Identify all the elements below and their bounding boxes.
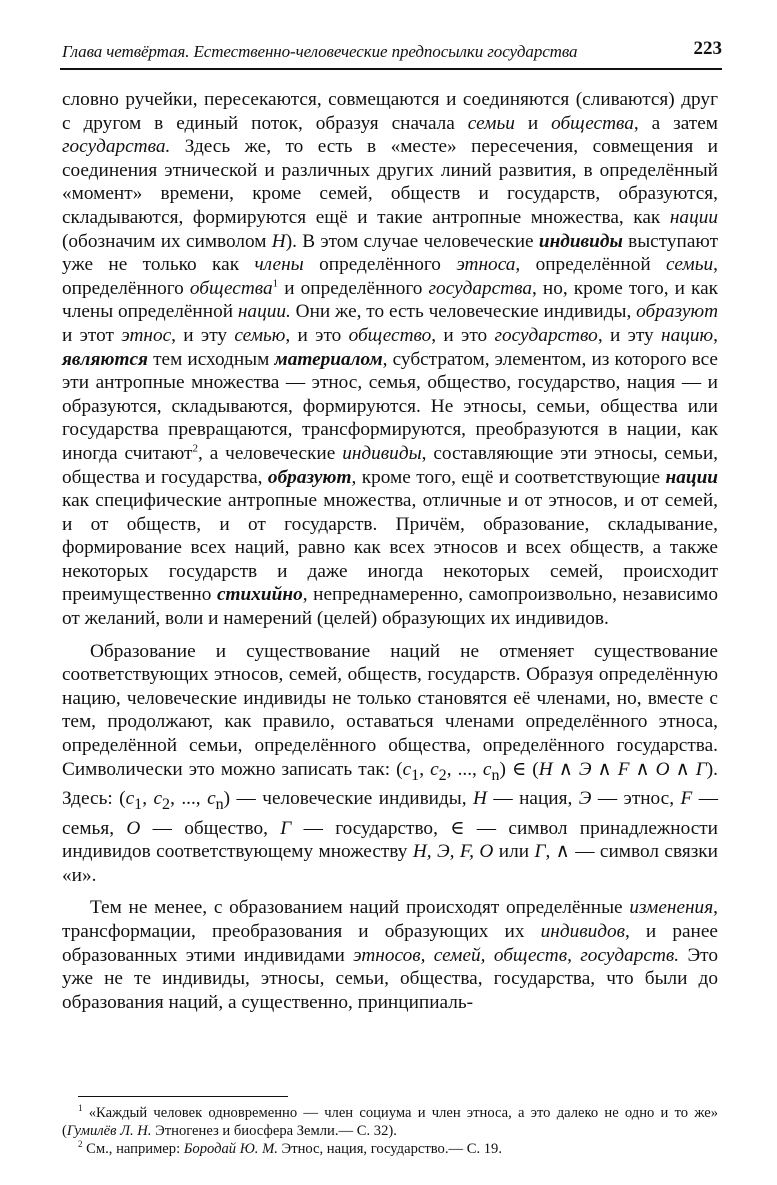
text-run: , субстратом, элементом, из которого все эти антропные множества — этнос, семья, общество, государство, нация — и образуются, складываются, формируются. Не этносы, семьи, общества или государства превращаются, трансформируются, преобразуются в нации, как иногда считают [62,348,718,464]
text-run: Бородай Ю. М. [183,1141,278,1157]
text-run: Они же, то есть человеческие индивиды, [290,301,637,323]
text-run: государства. [62,136,171,158]
text-run: , а затем [633,112,718,134]
text-run: этноса [456,254,516,276]
text-run: — нация, [486,788,579,810]
text-run: ) — человеческие индивиды, [223,788,474,810]
text-run: , ..., [170,788,208,810]
text-run: Г [534,841,546,863]
text-run: этнос [121,324,172,346]
text-run: Н [473,788,487,810]
page-number: 223 [693,38,722,59]
text-run: нации. [237,301,291,323]
text-run: c [125,788,135,810]
text-run: , но, кроме того, и как члены определённой [62,277,719,323]
text-run: Тем не менее, с образованием наций происходят определённые [90,897,630,919]
text-run: ) ∈ ( [499,758,539,780]
text-run: общества [189,277,273,299]
text-run: семью [234,324,286,346]
text-run: , составляющие эти этносы, семьи, общества и государства, [62,442,718,488]
text-run: — этнос, [591,788,681,810]
text-run: (обозначим их символом [62,230,272,252]
text-run: изменения [629,897,714,919]
footnotes [62,1104,718,1158]
text-run: F [680,788,693,810]
text-run: , [142,788,154,810]
text-run: , и ранее образованных этими индивидами [62,920,718,966]
text-run: , определённой [515,254,667,276]
text-run: нации [669,206,718,228]
text-run: семьи [666,254,714,276]
footnote-marker: 1 [272,277,279,290]
text-run: См., например: [82,1141,184,1157]
text-run: нации [665,466,719,488]
text-run: Н ∧ Э ∧ F ∧ O ∧ Г [538,758,707,780]
text-run: общество [348,324,432,346]
text-run: нацию [661,324,714,346]
paragraph [62,896,718,1014]
text-run: материалом [274,348,383,370]
text-run: стихийно [217,584,303,606]
text-run: семьи [467,112,515,134]
text-run: Это уже не те индивиды, этносы, семьи, общества, государства, что были до образования наций, а существенно, принципиаль- [62,944,718,1013]
text-run: 2 [162,795,171,813]
footnote-marker: 1 [78,1103,83,1114]
text-run: Здесь же, то есть в «месте» пересечения, совмещения и соединения этнической и различных других линий развития, в определённый «момент» времени, кроме семей, обществ и государств, образуются, складываются, формируются ещё и такие антропные множества, как [62,136,718,228]
text-run: являются [62,348,148,370]
text-run: выступают уже не только как [62,230,718,276]
text-run: Гумилёв Л. Н. [66,1123,152,1139]
text-run: , и эту [597,324,662,346]
page-header [62,38,722,66]
text-run: Образование и существование наций не отменяет существование соответствующих этносов, семей, обществ, государств. Образуя определённую нацию, человеческие индивиды не только становятся её членами, но, вместе с тем, продолжают, как правило, оставаться членами определённого этноса, определённой семьи, определённого общества, определённого государства. Символически это можно записать так: ( [62,640,718,780]
text-run: 1 [411,766,420,784]
text-run: 1 [134,795,143,813]
text-run: , и это [285,324,349,346]
body-text [62,88,718,1014]
text-run: n [215,795,224,813]
text-run: Этнос, нация, государство.— С. 19. [277,1141,502,1157]
footnote [62,1104,718,1140]
text-run: государство [494,324,598,346]
text-run: — государство, ∈ — символ принадлежности индивидов соответствующему множеству [62,817,718,863]
text-run: ). Здесь: ( [62,758,719,810]
footnote-rule [78,1096,288,1097]
text-run: , а человеческие [197,442,343,464]
text-run: , ∧ — символ связки «и». [62,841,718,886]
text-run: n [491,766,500,784]
text-run: словно ручейки, пересекаются, совмещаются и соединяются (сливаются) друг с другом в единый поток, образуя сначала [62,89,718,134]
text-run: c [482,758,492,780]
text-run: — общество, [140,817,281,839]
text-run: государства [428,277,532,299]
text-run: , и это [431,324,495,346]
text-run: , непреднамеренно, самопроизвольно, независимо от желаний, воли и намерений (целей) образующих их индивидов. [62,584,718,630]
text-run: индивидов [540,920,625,942]
text-run: и [514,112,552,134]
text-run: , и эту [171,324,235,346]
text-run: этносов, семей, обществ, государств. [353,944,680,966]
text-run: c [430,758,439,780]
text-run: члены [254,254,304,276]
text-run: «Каждый человек одновременно — член социума и член этноса, а это далеко не одно и то же» ( [62,1105,718,1139]
text-run: Этногенез и биосфера Земли.— С. 32). [151,1123,397,1139]
text-run: , определённого [62,254,718,299]
footnote-marker: 2 [78,1139,83,1150]
text-run: O [126,817,141,839]
footnote-marker: 2 [192,442,198,455]
text-run: Н, Э, F, O [412,841,494,863]
text-run: общества [551,112,634,134]
text-run: индивиды [342,442,422,464]
text-run: или [493,841,535,863]
text-run: , ..., [446,758,483,780]
text-run: определённого [303,254,457,276]
text-run: c [153,788,163,810]
text-run: и этот [62,324,122,346]
text-run: 2 [438,766,447,784]
text-run: образуют [636,301,718,323]
text-run: образуют [267,466,352,488]
text-run: , [713,324,718,346]
text-run: ). В этом случае человеческие [285,230,539,252]
text-run: Н [271,230,286,252]
text-run: и определённого [278,277,429,299]
text-run: индивиды [538,230,623,252]
text-run: Э [578,788,592,810]
running-title: Глава четвёртая. Естественно-человеческие предпосылки государства [62,42,578,61]
paragraph [62,88,718,631]
text-run: c [207,788,216,810]
text-run: как специфические антропные множества, отличные и от этносов, и от семей, и от обществ, и от государств. Причём, образование, складывание, формирование всех наций, равно как всех этносов и всех обществ, а также некоторых государств и даже иногда некоторых семей, происходит преимущественно [62,490,718,606]
text-run: тем исходным [147,348,275,370]
header-rule [60,68,722,70]
text-run: — семья, [62,788,718,839]
text-run: c [402,758,412,780]
paragraph [62,640,718,888]
text-run: Г [280,817,292,839]
text-run: , [419,758,431,780]
text-run: , трансформации, преобразования и образующих их [62,897,718,942]
footnote [62,1140,718,1158]
text-run: , кроме того, ещё и соответствующие [351,466,666,488]
